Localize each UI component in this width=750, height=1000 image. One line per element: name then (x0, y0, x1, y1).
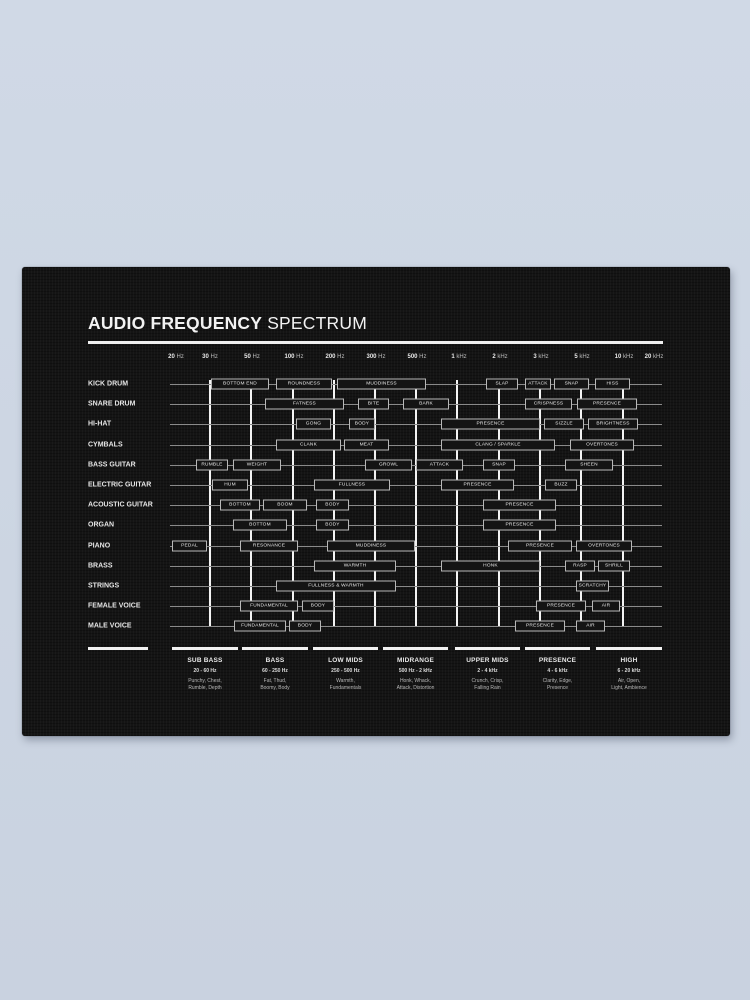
range-frequencies: 2 - 4 kHz (477, 668, 498, 674)
instrument-label: BRASS (88, 562, 113, 570)
frequency-tick-label (645, 354, 664, 360)
description-line: Air, Open, (617, 678, 641, 684)
tick-unit: kHz (456, 354, 467, 360)
frequency-band: PRESENCE (483, 520, 556, 531)
frequency-tick-label (202, 354, 218, 360)
frequency-gridline (209, 380, 211, 627)
tick-unit: Hz (419, 354, 427, 360)
frequency-tick-label (244, 354, 260, 360)
range-description (525, 678, 590, 691)
tick-number: 1 (451, 354, 457, 360)
range-description (455, 678, 520, 691)
tick-unit: kHz (579, 354, 590, 360)
frequency-band: GROWL (365, 459, 412, 470)
frequency-band: PRESENCE (483, 500, 556, 511)
instrument-label: MALE VOICE (88, 622, 132, 630)
frequency-band: HUM (212, 480, 248, 491)
instrument-label: ELECTRIC GUITAR (88, 481, 152, 489)
frequency-band: SLAP (486, 379, 518, 390)
frequency-band: HONK (441, 560, 540, 571)
instrument-label: BASS GUITAR (88, 461, 136, 469)
description-line: Fat, Thud, (263, 678, 287, 684)
tick-number: 500 (407, 354, 420, 360)
title-light: SPECTRUM (267, 313, 367, 333)
frequency-tick-label (284, 354, 303, 360)
frequency-band: PRESENCE (577, 399, 637, 410)
frequency-band: AIR (592, 601, 620, 612)
legend-divider (172, 647, 238, 650)
frequency-band: BOTTOM (220, 500, 260, 511)
frequency-tick-label (325, 354, 344, 360)
legend-range-upper-mids (455, 657, 520, 691)
legend-range-sub-bass (172, 657, 238, 691)
frequency-band: WARMTH (314, 560, 396, 571)
range-description (383, 678, 448, 691)
range-name: MIDRANGE (397, 657, 434, 664)
instrument-label: ORGAN (88, 521, 115, 529)
frequency-band: BRIGHTNESS (588, 419, 638, 430)
tick-unit: kHz (538, 354, 549, 360)
range-name: UPPER MIDS (466, 657, 509, 664)
tick-unit: Hz (337, 354, 345, 360)
tick-number: 20 (168, 354, 177, 360)
tick-unit: kHz (653, 354, 664, 360)
frequency-band: BITE (358, 399, 389, 410)
tick-number: 50 (244, 354, 253, 360)
frequency-tick-label (168, 354, 184, 360)
instrument-label: ACOUSTIC GUITAR (88, 501, 153, 509)
tick-number: 100 (284, 354, 297, 360)
frequency-band: BUZZ (545, 480, 577, 491)
frequency-band: CLANK (276, 439, 341, 450)
frequency-tick-label (366, 354, 385, 360)
range-frequencies: 20 - 60 Hz (193, 668, 217, 674)
legend-divider (313, 647, 378, 650)
description-line: Fundamentals (329, 684, 362, 691)
frequency-band: SNAP (554, 379, 589, 390)
title-bold: AUDIO FREQUENCY (88, 313, 263, 333)
range-description (242, 678, 308, 691)
description-line: Rumble, Depth (188, 684, 222, 691)
frequency-band: RASP (565, 560, 595, 571)
frequency-band: BODY (316, 500, 349, 511)
instrument-label: STRINGS (88, 582, 120, 590)
frequency-band: SIZZLE (544, 419, 584, 430)
frequency-band: OVERTONES (570, 439, 634, 450)
frequency-band: BOTTOM (233, 520, 287, 531)
frequency-tick-label (615, 354, 634, 360)
legend-divider (525, 647, 590, 650)
legend-divider (88, 647, 148, 650)
frequency-tick-label (574, 354, 589, 360)
description-line: Honk, Whack, (399, 678, 432, 684)
frequency-band: PRESENCE (515, 621, 565, 632)
frequency-tick-label (492, 354, 507, 360)
tick-number: 300 (366, 354, 379, 360)
frequency-band: PRESENCE (441, 419, 540, 430)
frequency-band: FULLNESS & WARMTH (276, 581, 396, 592)
tick-number: 5 (574, 354, 580, 360)
range-name: LOW MIDS (328, 657, 363, 664)
frequency-band: FATNESS (265, 399, 344, 410)
frequency-band: PRESENCE (536, 601, 586, 612)
frequency-band: OVERTONES (576, 540, 632, 551)
frequency-tick-label (451, 354, 466, 360)
tick-unit: Hz (378, 354, 386, 360)
frequency-band: AIR (576, 621, 605, 632)
frequency-band: ATTACK (525, 379, 551, 390)
tick-unit: Hz (176, 354, 184, 360)
frequency-gridline (415, 380, 417, 627)
range-frequencies: 60 - 250 Hz (262, 668, 288, 674)
frequency-tick-label (533, 354, 548, 360)
frequency-band: BARK (403, 399, 449, 410)
description-line: Warmth, (336, 678, 355, 684)
legend-divider (596, 647, 662, 650)
frequency-band: BODY (289, 621, 321, 632)
frequency-band: SNAP (483, 459, 515, 470)
frequency-band: BOOM (263, 500, 307, 511)
legend-range-presence (525, 657, 590, 691)
tick-unit: kHz (497, 354, 508, 360)
description-line: Punchy, Chest, (188, 678, 222, 684)
frequency-band: SHRILL (598, 560, 630, 571)
frequency-band: MEAT (344, 439, 389, 450)
frequency-band: BOTTOM END (211, 379, 269, 390)
frequency-band: BODY (302, 601, 334, 612)
frequency-band: PEDAL (172, 540, 207, 551)
range-name: PRESENCE (538, 657, 577, 664)
tick-number: 2 (492, 354, 498, 360)
frequency-band: MUDDINESS (327, 540, 415, 551)
frequency-band: WEIGHT (233, 459, 281, 470)
frequency-band: ROUNDNESS (276, 379, 332, 390)
canvas-print (22, 267, 730, 736)
legend-divider (383, 647, 448, 650)
tick-unit: Hz (210, 354, 218, 360)
description-line: Light, Ambience (611, 684, 647, 691)
instrument-label: KICK DRUM (88, 380, 129, 388)
range-name: SUB BASS (187, 657, 223, 664)
description-line: Boomy, Body (260, 684, 290, 691)
legend-range-high (596, 657, 662, 691)
frequency-band: PRESENCE (441, 480, 514, 491)
tick-number: 200 (325, 354, 338, 360)
legend-range-bass (242, 657, 308, 691)
tick-number: 3 (533, 354, 539, 360)
frequency-tick-label (407, 354, 426, 360)
legend-range-midrange (383, 657, 448, 691)
frequency-band: FUNDAMENTAL (240, 601, 298, 612)
tick-number: 10 (614, 354, 623, 360)
chart-title (88, 313, 367, 334)
legend-divider (242, 647, 308, 650)
range-frequencies: 250 - 500 Hz (331, 668, 360, 674)
description-line: Clarity, Edge, (542, 678, 573, 684)
frequency-band: HISS (595, 379, 630, 390)
frequency-band: ATTACK (416, 459, 463, 470)
frequency-band: CLANG / SPARKLE (441, 439, 555, 450)
description-line: Falling Rain (474, 684, 501, 691)
range-description (313, 678, 378, 691)
range-description (596, 678, 662, 691)
description-line: Attack, Distortion (396, 684, 435, 691)
legend-range-low-mids (313, 657, 378, 691)
instrument-label: SNARE DRUM (88, 400, 136, 408)
frequency-band: SHEEN (565, 459, 613, 470)
tick-unit: Hz (296, 354, 304, 360)
frequency-band: BODY (349, 419, 375, 430)
range-frequencies: 6 - 20 kHz (617, 668, 641, 674)
frequency-band: FUNDAMENTAL (234, 621, 286, 632)
title-underline (88, 341, 663, 344)
tick-number: 20 (644, 354, 653, 360)
frequency-band: RUMBLE (196, 459, 228, 470)
description-line: Presence (546, 684, 569, 691)
frequency-band: PRESENCE (508, 540, 572, 551)
instrument-label: PIANO (88, 542, 111, 550)
instrument-label: HI-HAT (88, 420, 112, 428)
frequency-gridline (456, 380, 458, 627)
frequency-band: CRISPNESS (525, 399, 572, 410)
range-frequencies: 4 - 6 kHz (547, 668, 568, 674)
frequency-band: SCRATCHY (576, 581, 609, 592)
tick-unit: Hz (252, 354, 260, 360)
instrument-label: FEMALE VOICE (88, 602, 141, 610)
tick-number: 30 (202, 354, 211, 360)
legend-divider (455, 647, 520, 650)
frequency-band: FULLNESS (314, 480, 390, 491)
range-name: HIGH (620, 657, 638, 664)
range-description (172, 678, 238, 691)
range-frequencies: 500 Hz - 2 kHz (398, 668, 433, 674)
instrument-label: CYMBALS (88, 441, 123, 449)
frequency-band: RESONANCE (240, 540, 298, 551)
frequency-band: GONG (296, 419, 331, 430)
description-line: Crunch, Crisp, (471, 678, 504, 684)
tick-unit: kHz (623, 354, 634, 360)
frequency-band: BODY (316, 520, 349, 531)
frequency-gridline (622, 380, 624, 627)
range-name: BASS (265, 657, 285, 664)
frequency-band: MUDDINESS (337, 379, 426, 390)
